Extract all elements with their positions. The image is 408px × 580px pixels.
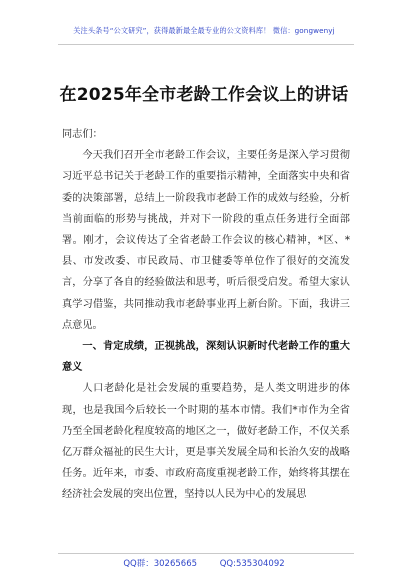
document-body [62,124,350,506]
footer-qq: QQ:535304092 [219,559,285,569]
footer-divider [58,553,354,554]
greeting: 同志们： [62,129,103,140]
header-divider [58,44,354,45]
footer-contacts [0,557,408,569]
document-title: 在2025年全市老龄工作会议上的讲话 [59,85,349,105]
section-paragraph: 人口老龄化是社会发展的重要趋势，是人类文明进步的体现，也是我国今后较长一个时期的基本市情。我们*市作为全省乃至全国老龄化程度较高的地区之一，做好老龄工作，不仅关系亿万群众福祉的民生大计，更是事关发展全局和长治久安的战略任务。近年来，市委、市政府高度重视老龄工作，始终将其摆在经济社会发展的突出位置，坚持以人民为中心的发展思 [62,383,350,501]
footer-qq-group: QQ群：30265665 [123,559,198,569]
intro-paragraph: 今天我们召开全市老龄工作会议，主要任务是深入学习贯彻习近平总书记关于老龄工作的重要指示精神，全面落实中央和省委的决策部署，总结上一阶段我市老龄工作的成效与经验，分析当前面临的形势与挑战，并对下一阶段的重点任务进行全面部署。刚才，会议传达了全省老龄工作会议的核心精神，*区、*县、市发改委、市民政局、市卫健委等单位作了很好的交流发言，分享了各自的经验做法和思考，听后很受启发。希望大家认真学习借鉴，共同推动我市老龄事业再上新台阶。下面，我讲三点意见。 [62,150,350,331]
section-heading: 一、肯定成绩，正视挑战，深刻认识新时代老龄工作的重大意义 [62,340,350,374]
header-promo-note: 关注头条号“公文研究”，获得最新最全最专业的公文资料库！ 微信：gongwenyj [73,26,335,35]
